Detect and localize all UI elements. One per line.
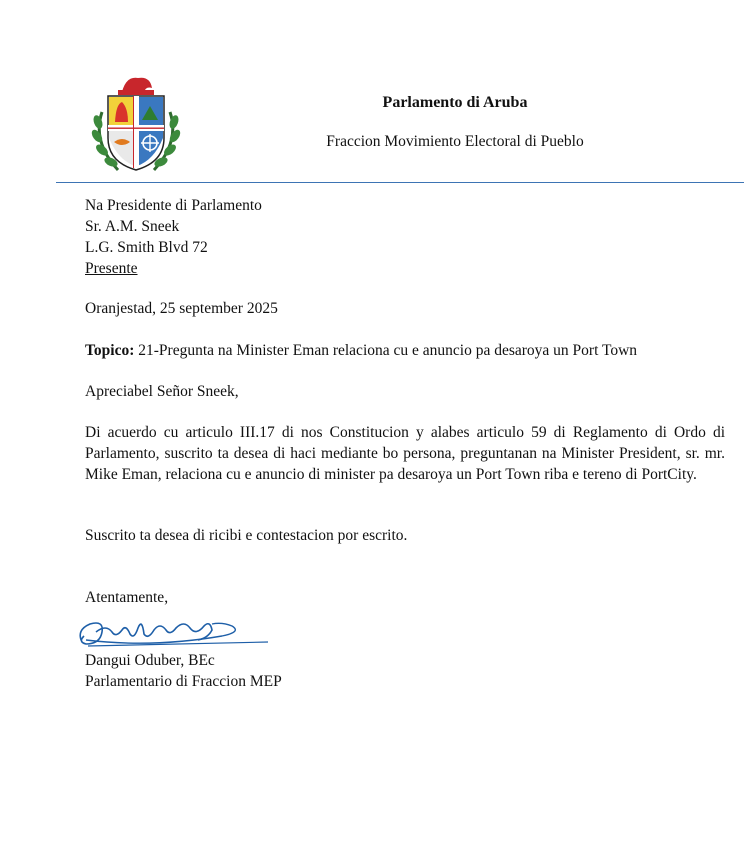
parliament-title: Parlamento di Aruba	[382, 94, 528, 111]
letter-date: Oranjestad, 25 september 2025	[85, 300, 278, 317]
body-paragraph: Di acuerdo cu articulo III.17 di nos Constitucion y alabes articulo 59 di Reglamento di Ordo di Parlamento, suscrito ta desea di haci mediante bo persona, preguntanan na Minister President, sr. mr. Mike Eman, relaciona cu e anuncio di minister pa desaroya un Port Town riba e tereno di PortCity.	[85, 424, 725, 483]
handwritten-signature-icon	[72, 610, 272, 654]
recipient-line-4: Presente	[85, 260, 138, 277]
signer-role: Parlamentario di Fraccion MEP	[85, 673, 282, 690]
signer-block	[85, 650, 282, 692]
aruba-coat-of-arms-icon	[88, 72, 184, 176]
request-line: Suscrito ta desea di ricibi e contestacion por escrito.	[85, 527, 408, 544]
signer-name: Dangui Oduber, BEc	[85, 652, 215, 669]
topic-label: Topico:	[85, 342, 135, 359]
recipient-line-1: Na Presidente di Parlamento	[85, 197, 262, 214]
topic-text: 21-Pregunta na Minister Eman relaciona cu e anuncio pa desaroya un Port Town	[134, 342, 638, 359]
recipient-address	[85, 195, 262, 279]
salutation: Apreciabel Señor Sneek,	[85, 383, 239, 400]
recipient-line-3: L.G. Smith Blvd 72	[85, 239, 208, 256]
faction-subtitle: Fraccion Movimiento Electoral di Pueblo	[326, 133, 584, 150]
closing-line: Atentamente,	[85, 589, 169, 606]
header-divider	[56, 182, 744, 183]
topic-line	[85, 340, 637, 361]
recipient-line-2: Sr. A.M. Sneek	[85, 218, 180, 235]
